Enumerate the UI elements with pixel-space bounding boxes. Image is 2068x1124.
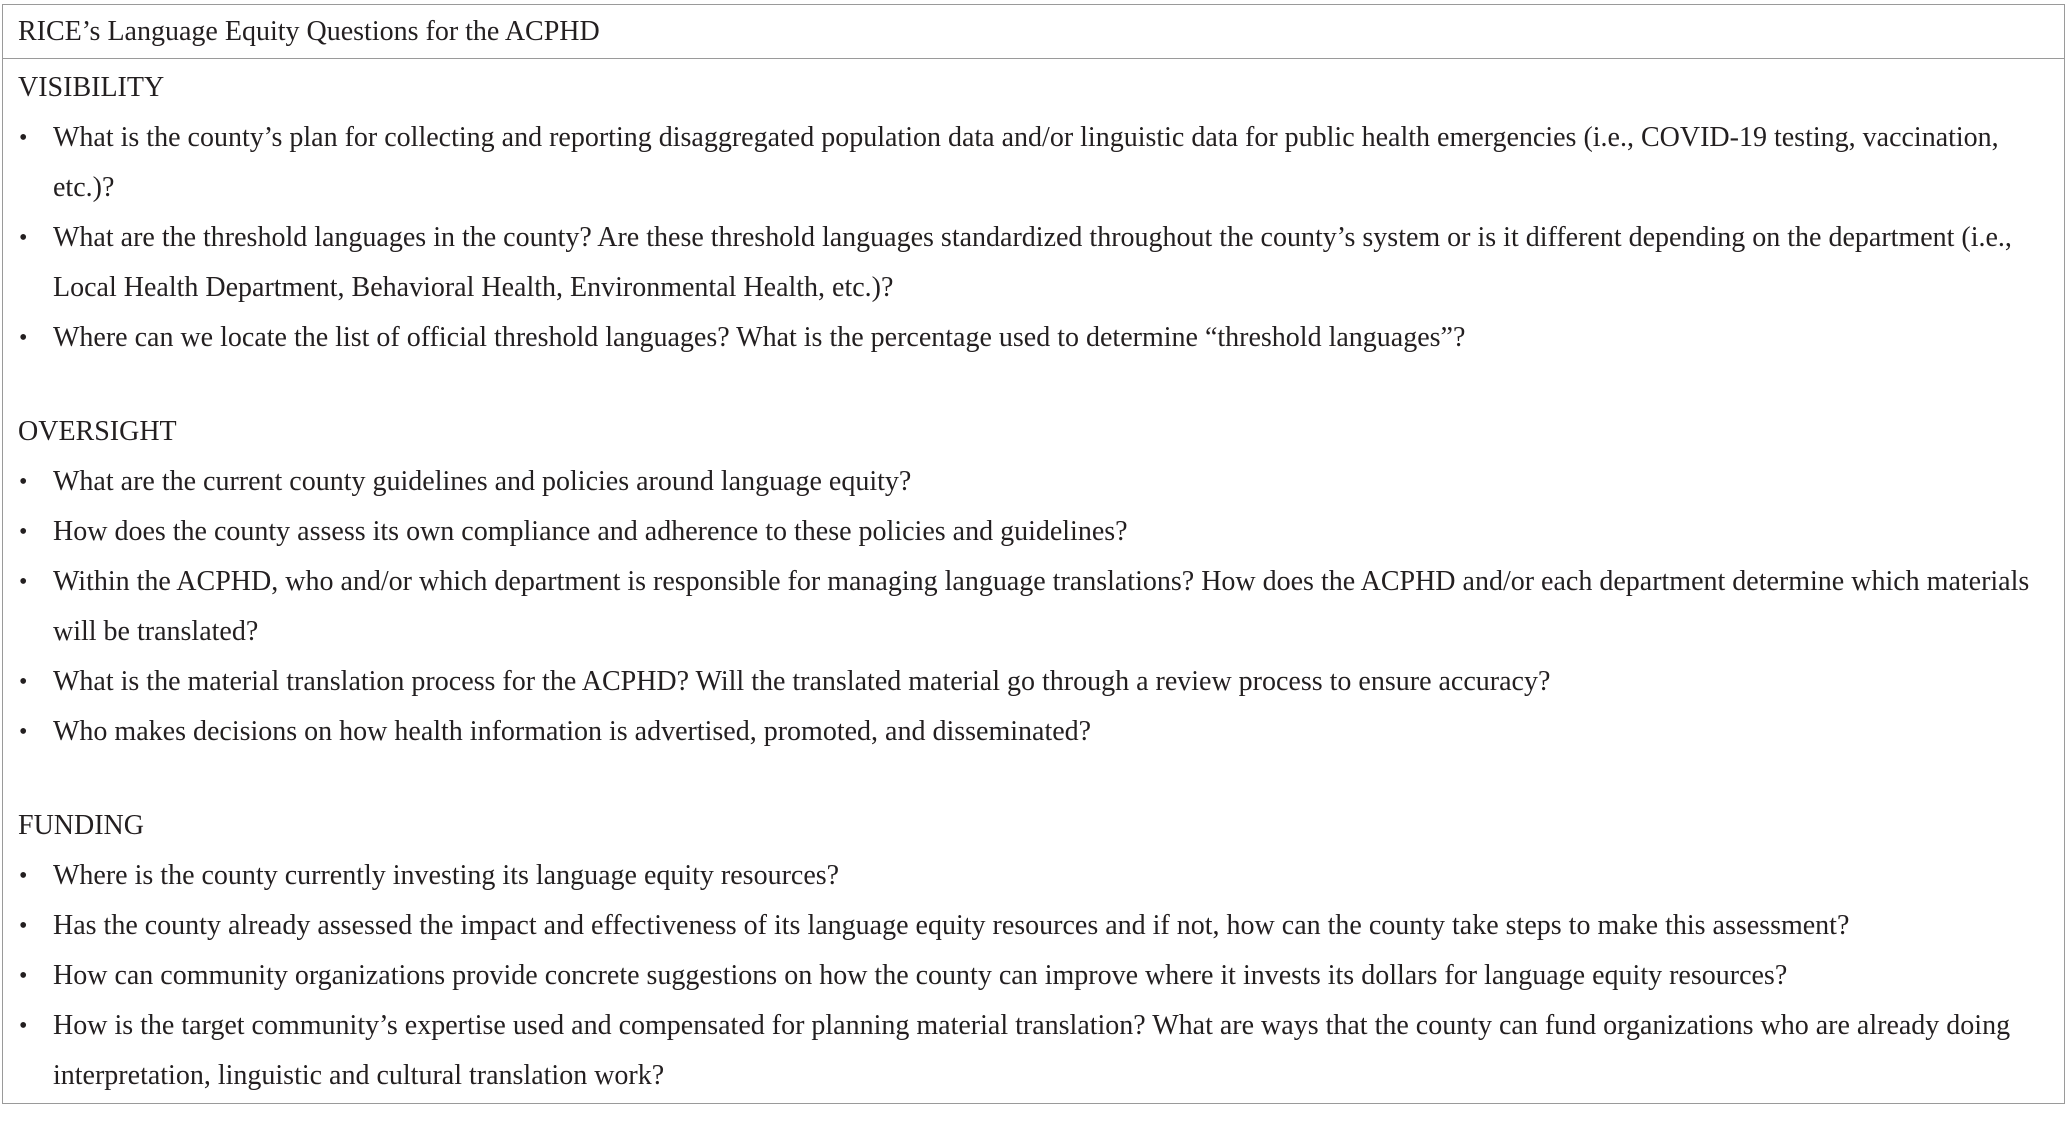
list-item: [18, 707, 2050, 757]
list-item-text: Where is the county currently investing its language equity resources?: [53, 860, 840, 891]
bullet-icon: •: [19, 225, 28, 251]
table-body: [3, 59, 2064, 1101]
section-title: OVERSIGHT: [18, 416, 177, 447]
list-item-text: Has the county already assessed the impact and effectiveness of its language equity resources and if not, how can the county take steps to make this assessment?: [53, 910, 1850, 941]
list-item: [18, 557, 2050, 657]
table-header: RICE’s Language Equity Questions for the ACPHD: [3, 5, 2064, 59]
list-item-text: How is the target community’s expertise used and compensated for planning material translation? What are ways that the county can fund organizations who are already doing interpretation, linguistic and cultural translation work?: [53, 1010, 2011, 1091]
section-spacer: [18, 363, 2050, 403]
list-item: [18, 507, 2050, 557]
section-funding: [18, 797, 2050, 1101]
list-item: [18, 951, 2050, 1001]
list-item-text: Where can we locate the list of official threshold languages? What is the percentage used to determine “threshold languages”?: [53, 322, 1466, 353]
bullet-icon: •: [19, 669, 28, 695]
list-item-text: Within the ACPHD, who and/or which department is responsible for managing language translations? How does the ACPHD and/or each department determine which materials will be translated?: [53, 566, 2030, 647]
bullet-icon: •: [19, 519, 28, 545]
list-item-text: What is the county’s plan for collecting and reporting disaggregated population data and/or linguistic data for public health emergencies (i.e., COVID-19 testing, vaccination, etc.)?: [53, 122, 1999, 203]
list-item: [18, 213, 2050, 313]
bullet-icon: •: [19, 719, 28, 745]
questions-table: [2, 4, 2065, 1104]
section-title: FUNDING: [18, 810, 144, 841]
section-visibility: [18, 59, 2050, 363]
list-item: [18, 313, 2050, 363]
bullet-icon: •: [19, 963, 28, 989]
bullet-icon: •: [19, 1013, 28, 1039]
list-item-text: What is the material translation process for the ACPHD? Will the translated material go through a review process to ensure accuracy?: [53, 666, 1551, 697]
section-spacer: [18, 757, 2050, 797]
list-item: [18, 657, 2050, 707]
bullet-icon: •: [19, 913, 28, 939]
bullet-icon: •: [19, 125, 28, 151]
list-item: [18, 1001, 2050, 1101]
list-item-text: How does the county assess its own compliance and adherence to these policies and guidelines?: [53, 516, 1128, 547]
section-title: VISIBILITY: [18, 72, 165, 103]
section-oversight: [18, 403, 2050, 757]
list-item-text: How can community organizations provide concrete suggestions on how the county can improve where it invests its dollars for language equity resources?: [53, 960, 1788, 991]
list-item: [18, 901, 2050, 951]
bullet-icon: •: [19, 863, 28, 889]
bullet-icon: •: [19, 569, 28, 595]
bullet-icon: •: [19, 325, 28, 351]
list-item: [18, 113, 2050, 213]
list-item: [18, 457, 2050, 507]
bullet-icon: •: [19, 469, 28, 495]
list-item-text: Who makes decisions on how health information is advertised, promoted, and disseminated?: [53, 716, 1092, 747]
list-item-text: What are the threshold languages in the county? Are these threshold languages standardized throughout the county’s system or is it different depending on the department (i.e., Local Health Department, Behavioral Health, Environmental Health, etc.)?: [53, 222, 2012, 303]
list-item: [18, 851, 2050, 901]
list-item-text: What are the current county guidelines and policies around language equity?: [53, 466, 912, 497]
